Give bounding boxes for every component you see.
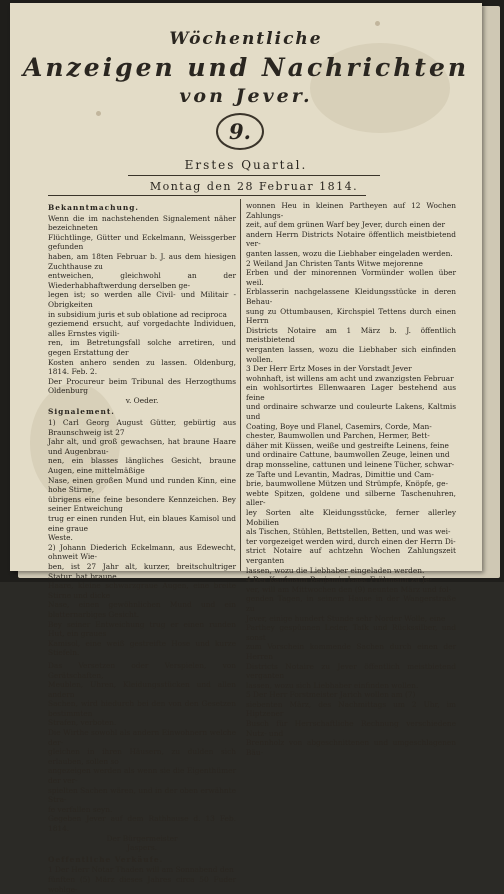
text-line: Sachen, wird hiedurch bei den von den Gesetzen bestimmten [48,699,236,718]
text-line: ein wohlsortirtes Ellenwaaren Lager bestehend aus feine [246,383,456,402]
text-line: 5 Der Herr Forstmeister Jarich wollen am (7) [246,690,416,700]
signature-line: v. Oeder. [125,395,159,405]
column-divider [240,199,241,571]
text-line: ter vorgezeiget werden wird, durch einen der Herrn Di- [246,536,456,546]
text-line: ben, ist 27 Jahr alt, kurzer, breitschultriger Statur, hat braune [48,561,236,581]
text-line: ganten lassen, wozu die Liebhaber eingeladen werden. [246,248,453,258]
signalement-heading: Signalement. [48,407,115,417]
text-line: strict Notaire auf achtzehn Wochen Zahlungszeit verganten [246,546,456,565]
text-line: fe verfallen seyn. [48,804,113,814]
text-line: geziemend ersucht, auf vorgedachte Individuen, alles Ernstes vigili- [48,319,236,338]
foxing-spot [375,21,380,26]
text-line: Nase, einen gewöhnlichen Mund und ein blatternarbiges Gesicht. [48,600,236,619]
text-line: trug er einen runden Hut, ein blaues Kamisol und eine graue [48,514,236,533]
text-line: Kosten anhero senden zu lassen. Oldenburg, 1814. Feb. 2. [48,357,236,377]
text-line: webte Spitzen, goldene und silberne Taschenuhren, aller- [246,488,456,508]
text-line: lassen, wozu sich Liebhaber einfinden wollen. [246,680,419,690]
text-line: gleichen in ihren Häusern, zu dulden sich erlauben, sollen so [48,747,236,766]
text-line: 1) Carl Georg August Gütter, gebürtig aus Braunschweig ist 27 [48,418,236,437]
text-line: Flüchtlinge, Gütter und Eckelmann, Weissgerber gefunden [48,232,236,252]
left-column [48,201,236,894]
text-line: zeit, auf dem grünen Warf bey Jever, durch einen der [246,220,446,230]
text-line: Haare, kleine schwarzgraue Augen, eine breite Stirne und dicke [48,581,236,600]
text-line: Nase, einen großen Mund und runden Kinn, eine hohe Stirne, [48,475,236,495]
text-line: Das Versetzen oder Verspielen, von Gerätschaften, [48,660,236,680]
text-line: zum Vorschein kommende Sachen durch einen der Herren [246,642,456,661]
text-line: siebenten März, des Nachmittags um 2 Uhr, im Hiptzener [246,699,456,719]
text-line: in subsidium juris et sub oblatione ad reciproca [48,309,227,319]
text-line: übrigens eine feine besondere Kennzeichen. Bey seiner Entweichung [48,494,236,514]
text-line: Weste. [48,533,73,543]
text-line: Coating, Boye und Flanel, Casemirs, Corde, Man- [246,421,432,431]
quarter-label: Erstes Quartal. [184,158,308,172]
bottom-rule [48,195,366,196]
text-line: ren, im Betretungsfall solche arretiren, und gegen Erstattung der [48,338,236,357]
top-rule [128,175,380,176]
text-line: 4 Der Kaufmann Benjamin Isaac Frühmann zu Je- [246,575,432,585]
text-line: Districts Notaire am 1 März b. J. öffentlich meistbietend [246,325,456,345]
text-line: ley Sorten alte Kleidungsstücke, ferner allerley Mobilien [246,508,456,527]
text-line: verganten lassen, wozu die Liebhaber sich einfinden wollen. [246,344,456,364]
text-line: Kamisol, eine weiß gestreifte Hose und kurze Stiefeln. [48,638,236,658]
text-line: Der Procureur beim Tribunal des Herzogthums Oldenburg [48,376,236,396]
text-line: fünften (5) März dieses Jahres circa 50 Fuder wohlge- [48,874,236,894]
text-line: und ordinaire schwarze und couleurte Lakens, Kaltmis und [246,402,456,422]
text-line: Bey seiner Entweichung trug er einen runden Hut, ein graues [48,619,236,639]
signalement-body [48,418,236,658]
prohibition-notice [48,661,236,853]
text-line: drap monsseline, cattunen und leinene Tücher, schwar- [246,460,455,470]
text-line: andern Herrn Districts Notaire öffentlich meistbietend ver- [246,229,456,249]
sales-body [48,865,236,894]
masthead-title-line3: von Jever. [179,85,313,107]
sales-heading: Oeffentliche Verkäufe. [48,854,164,864]
text-line: spielten Sachen wären, und in der oben erwähnte Stra- [48,785,236,805]
signature-line: Der Bürgermeister [106,833,178,843]
text-line: Parthey gespünnen Leder, Tafk und Rückssilber, und sonst [246,623,456,642]
text-line: Brennholz von abgeschnittenen und umgeschlagenen Bäu- [246,738,456,757]
text-line: angezeigen werden als wenn sie die Eigenthümer der ver- [48,766,236,786]
text-line: wohnhaft, ist willens am acht und zwanzigsten Februar [246,373,454,383]
notice-heading: Bekanntmachung. [48,203,139,212]
text-line: ze Tafte und Levantin, Madras, Dimittie und Cam- [246,469,434,479]
text-line: Meublen, Uhren, Kleidungsstücken und allen andern [48,680,236,699]
text-line: und ordinaire Cattune, baumwollen Zeuge, leinen und [246,450,450,460]
text-line: als Tischen, Stühlen, Bettstellen, Betten, und was wei- [246,527,451,537]
text-line: nen, ein blasses längliches Gesicht, braune Augen, eine mittelmäßige [48,456,236,476]
text-line: däher mit Küssen, weiße und gestreifte Leinens, feine [246,440,449,450]
text-line: Districts Notaire zu Jever öffentlich meistbietend verganten [246,661,456,681]
text-line: legen ist; so werden alle Civil- und Militair - Obrigkeiten [48,290,236,309]
text-line: Jahr alt, und groß gewachsen, hat braune Haare und Augenbrau- [48,437,236,456]
foxing-spot [96,111,101,116]
text-line: chester, Baumwollen und Parchen, Hermer, Bett- [246,431,430,441]
masthead-title-line2: Anzeigen und Nachrichten [22,53,470,82]
text-line: Busch für Herrschaftliche Rechnung verschiedene Nutz- und [246,719,456,738]
notice-body [48,214,236,406]
text-line: 2 Weiland Jan Christen Tants Witwe mejorenne [246,258,423,268]
text-line: Gegeben Jever auf dem Rathhause d. 13 Feb. 1814. [48,814,236,833]
text-line: 2) Johann Diederich Eckelmann, aus Edewecht, ohnweit Wie- [48,542,236,562]
newspaper-page [10,3,482,894]
text-line: Erben und der minorennen Vormünder wollen über weil. [246,268,456,287]
text-line: sung zu Ottumbausen, Kirchspiel Tettens durch einen Herrn [246,306,456,326]
issue-number-circle [216,113,264,150]
text-line: lassen, wozu die Liebhaber eingeladen werden. [246,565,425,575]
text-line: Die Wirthe sowohl als andern Einwohnern welche der- [48,728,236,747]
signature-line: Jaspers. [127,843,157,853]
masthead-title-line1: Wöchentliche [169,29,323,49]
text-line: 3 Der Herr Ertz Moses in der Vorstadt Jever [246,364,412,374]
text-line: ver, will am Mittwochen den (9) neunten März und fol- [246,584,452,594]
text-line: 1 Der Herr Notar Thaden will am Sonnabend den [48,865,234,875]
text-line: Erblasserin nachgelassene Kleidungsstücke in deren Behau- [246,287,456,306]
text-line: Strafen, verboten. [48,718,117,728]
text-line: entweichen, gleichwohl an der Wiederhabhaftwerdung derselben ge- [48,271,236,290]
text-line: Wenn die im nachstehenden Signalement näher bezeichneten [48,213,236,233]
text-line: wonnen Heu in kleinen Partheyen auf 12 Wochen Zahlungs- [246,201,456,220]
text-line: brie, baumwollene Mützen und Strümpfe, Knöpfe, ge- [246,479,448,489]
issue-number: 9. [229,119,251,144]
text-line: Jever, einige hundert Stunde sehr Norder Wolle, eine [246,613,446,623]
dateline: Montag den 28 Februar 1814. [149,180,359,193]
text-line: haben, am 18ten Februar b. J. aus dem hiesigen Zuchthause zu [48,251,236,271]
text-line: genden Tagen, in seinem Hause in der Wangerstraße zu [246,594,456,613]
right-column [246,201,456,757]
